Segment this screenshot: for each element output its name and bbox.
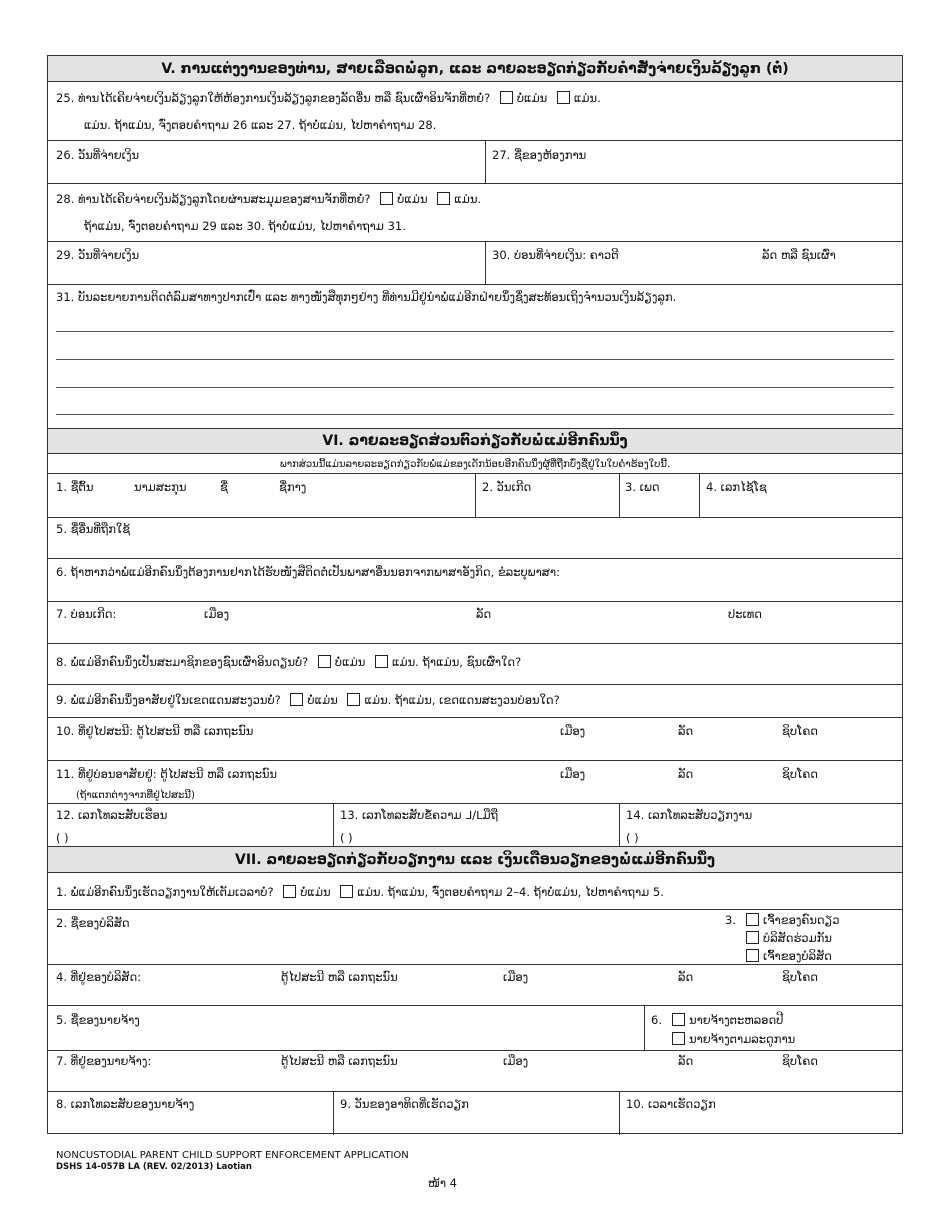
reservation-label: 9. ພໍ່ແມ່ອີກຄົນນຶ່ງອາສັຍຢູ່ໃນເຂດແດນສະງວນບໍ່?: [56, 693, 281, 707]
q31-answer-line[interactable]: [56, 414, 894, 415]
birthplace-field[interactable]: 7. ບ່ອນເກີດ:: [56, 607, 117, 621]
q31-answer-line[interactable]: [56, 387, 894, 388]
cell-phone-field[interactable]: ( ): [340, 831, 353, 845]
reservation-no-label: ບໍ່ແມ່ນ: [307, 693, 338, 707]
home-phone-field[interactable]: ( ): [56, 831, 69, 845]
ssn-field[interactable]: 4. ເລກໄຊ້ໂຊ: [706, 480, 767, 494]
other-names-field[interactable]: 5. ຊື່ອື່ນທີ່ຖືກໃຊ້: [56, 522, 131, 536]
residential-address-field[interactable]: 11. ທີ່ຢູ່ບ່ອນອາສັຍຢູ່: ຕູ້ໄປສະນີ ຫລື ເລກຖະນົນ: [56, 767, 278, 781]
residential-address-note: (ຖ້າແຕກຕ່າງຈາກທີ່ຢູ່ໄປສະນີ): [76, 790, 195, 801]
company-address-field[interactable]: 4. ທີ່ຢູ່ຂອງບໍລິສັດ:: [56, 970, 142, 984]
work-phone-field[interactable]: ( ): [626, 831, 639, 845]
business-type-label: 3.: [725, 913, 736, 927]
q31-label: 31. ບັນລະຍາຍການຕິດຕໍ່ລົມສາທາງປາກເປົ່າ ແລະ ທາງໜັງສືທຸກໆຢ່າງ ທີ່ທ່ານມີຢູ່ນຳພໍ່ແມ່ອີກຝ່າຍນຶ່ງຊຶ່ງສະທ້ອນເຖິງຈຳນວນເງິນລ້ຽງລູກ.: [56, 290, 677, 304]
employer-city-label: ເມືອງ: [503, 1054, 529, 1068]
q28-yes-label: ແມ່ນ.: [454, 192, 482, 206]
residential-zip-label: ຊິບໂຄດ: [782, 767, 818, 781]
full-time-yes-label: ແມ່ນ. ຖ້າແມ່ນ, ຈົ່ງຕອບຄໍາຖາມ 2–4. ຖ້າບໍ່ແມ່ນ, ໄປຫາຄໍາຖາມ 5.: [357, 885, 664, 899]
seasonal-label: ນາຍຈ້າງຕາມລະດູການ: [689, 1032, 796, 1046]
company-city-label: ເມືອງ: [503, 970, 529, 984]
section-6-header: [48, 428, 902, 454]
language-field[interactable]: 6. ຖ້າຫາກວ່າພໍ່ແມ່ອີກຄົນນຶ່ງຕ້ອງການຢາກໄດ້ຮັບໜັງສືຕິດຕໍ່ເປັນພາສາອື່ນນອກຈາກພາສາອັງກິດ, ຂໍລະບຸພາສາ:: [56, 565, 560, 579]
full-time-row: [56, 885, 664, 899]
mailing-address-field[interactable]: 10. ທີ່ຢູ່ໄປສະນີ: ຕູ້ໄປສະນີ ຫລື ເລກຖະນົນ: [56, 724, 254, 738]
section-6-subtitle: ພາກສ່ວນນີ້ແມ່ນລາຍລະອຽດກ່ຽວກັບພໍ່ແມ່ຂອງເດັກນ້ອຍອີກຄົນນຶ່ງຜູ້ທີ່ຖືກບົ່ງຊື່ຢູ່ໃນໃບຄໍາຮ້ອງໃບນີ້.: [279, 459, 671, 470]
q30-state-tribe-field[interactable]: ລັດ ຫລື ຊົນເຜົ່າ: [762, 248, 836, 262]
business-type-option: [746, 931, 832, 945]
section-7-header: [48, 846, 902, 873]
tribe-member-yes-checkbox[interactable]: [375, 655, 388, 668]
section-6-title: VI. ລາຍລະອຽດສ່ວນຕົວກ່ຽວກັບພໍ່ແມ່ອີກຄົນນຶ່ງ: [322, 433, 628, 449]
birth-date-field[interactable]: 2. ວັນເກີດ: [482, 480, 532, 494]
q31-answer-line[interactable]: [56, 359, 894, 360]
q25-row: [56, 91, 601, 105]
q28-no-checkbox[interactable]: [380, 192, 393, 205]
q28-row: [56, 192, 481, 206]
employer-type-option: [672, 1032, 795, 1046]
q25-no-checkbox[interactable]: [500, 91, 513, 104]
seasonal-checkbox[interactable]: [672, 1032, 685, 1045]
first-name-field[interactable]: 1. ຊື່ຕົ້ນ: [56, 480, 94, 494]
form-code: DSHS 14-057B LA (REV. 02/2013) Laotian: [56, 1162, 252, 1172]
work-phone-label: 14. ເລກໂທລະສັບວຽກງານ: [626, 808, 753, 822]
employer-address-field[interactable]: 7. ທີ່ຢູ່ຂອງນາຍຈ້າງ:: [56, 1054, 152, 1068]
tribe-member-no-checkbox[interactable]: [318, 655, 331, 668]
last-name-label: ນາມສະກຸນ: [134, 480, 187, 494]
application-form: [47, 55, 903, 1134]
work-hours-field[interactable]: 10. ເວລາເຮັດວຽກ: [626, 1097, 716, 1111]
company-owner-label: ເຈົ້າຂອງບໍລິສັດ: [763, 949, 832, 963]
q31-answer-line[interactable]: [56, 331, 894, 332]
q28-no-label: ບໍ່ແມ່ນ: [397, 192, 428, 206]
reservation-row: [56, 693, 560, 707]
tribe-member-no-label: ບໍ່ແມ່ນ: [334, 655, 366, 669]
mailing-state-label: ລັດ: [678, 724, 694, 738]
reservation-yes-checkbox[interactable]: [347, 693, 360, 706]
q25-yes-checkbox[interactable]: [557, 91, 570, 104]
full-time-label: 1. ພໍ່ແມ່ອີກຄົນນຶ່ງເຮັດວຽກງານໃຫ້ເຕັມເວລາບໍ່?: [56, 885, 274, 899]
q28-label: 28. ທ່ານໄດ້ເຄີຍຈ່າຍເງິນລ້ຽງລູກໂດຍຜ່ານສະມຸມຂອງສານຈັກທີ່ຫຍໍ່?: [56, 192, 371, 206]
birthplace-city-label: ເມືອງ: [204, 607, 230, 621]
q26-date-paid-field[interactable]: 26. ວັນທີ່ຈ່າຍເງິນ: [56, 148, 140, 162]
year-round-label: ນາຍຈ້າງຕະຫລອດປີ: [689, 1013, 784, 1027]
section-7-title: VII. ລາຍລະອຽດກ່ຽວກັບວຽກງານ ແລະ ເງິນເດືອນວຽກຂອງພໍ່ແມ່ອີກຄົນນຶ່ງ: [234, 851, 715, 868]
q30-county-field[interactable]: 30. ບ່ອນທີ່ຈ່າຍເງິນ: ຄາວຕີ: [492, 248, 619, 262]
section-5-header: [48, 56, 902, 82]
business-type-option: [746, 913, 840, 927]
full-time-no-label: ບໍ່ແມ່ນ: [300, 885, 331, 899]
q25-no-label: ບໍ່ແມ່ນ: [516, 91, 548, 105]
birthplace-country-label: ປະເທດ: [728, 607, 763, 621]
employer-phone-field[interactable]: 8. ເລກໂທລະສັບຂອງນາຍຈ້າງ: [56, 1097, 195, 1111]
company-po-label: ຕູ້ໄປສະນີ ຫລື ເລກຖະນົນ: [281, 970, 398, 984]
full-time-no-checkbox[interactable]: [283, 885, 296, 898]
cell-phone-label: 13. ເລກໂທລະສັບຂໍ້ຄວາມ ᒧ/ᒪມືຖື: [340, 808, 499, 822]
sex-field[interactable]: 3. ເພດ: [625, 480, 660, 494]
employer-type-option: [672, 1013, 783, 1027]
page-number: ໜ້າ 4: [428, 1176, 457, 1190]
mailing-city-label: ເມືອງ: [560, 724, 586, 738]
employer-type-label: 6.: [651, 1013, 662, 1027]
employer-state-label: ລັດ: [678, 1054, 694, 1068]
q25-yes-label: ແມ່ນ.: [573, 91, 601, 105]
name-label: ຊື່: [220, 480, 228, 494]
year-round-checkbox[interactable]: [672, 1013, 685, 1026]
q28-instruction: ຖ້າແມ່ນ, ຈົ່ງຕອບຄໍາຖາມ 29 ແລະ 30. ຖ້າບໍ່ແມ່ນ, ໄປຫາຄໍາຖາມ 31.: [84, 219, 406, 233]
q27-office-name-field[interactable]: 27. ຊື່ຂອງຫ້ອງການ: [492, 148, 587, 162]
tribe-member-yes-label: ແມ່ນ. ຖ້າແມ່ນ, ຊົນເຜົ່າໃດ?: [391, 655, 522, 669]
partnership-checkbox[interactable]: [746, 931, 759, 944]
form-title: NONCUSTODIAL PARENT CHILD SUPPORT ENFORCEMENT APPLICATION: [56, 1150, 409, 1161]
business-type-option: [746, 949, 832, 963]
company-name-field[interactable]: 2. ຊື່ຂອງບໍລິສັດ: [56, 916, 130, 930]
section-5-title: V. ການແຕ່ງງານຂອງທ່ານ, ສາຍເລືອດພໍ່ລູກ, ແລະ ລາຍລະອຽດກ່ຽວກັບຄໍາສັ່ງຈ່າຍເງິນລ້ຽງລູກ (ຕໍ່): [161, 60, 789, 77]
sole-owner-label: ເຈົ້າຂອງຄົນດຽວ: [763, 913, 840, 927]
full-time-yes-checkbox[interactable]: [340, 885, 353, 898]
employer-po-label: ຕູ້ໄປສະນີ ຫລື ເລກຖະນົນ: [281, 1054, 398, 1068]
tribe-member-row: [56, 655, 521, 669]
employer-zip-label: ຊິບໂຄດ: [782, 1054, 818, 1068]
q29-date-paid-field[interactable]: 29. ວັນທີ່ຈ່າຍເງິນ: [56, 248, 140, 262]
partnership-label: ບໍລິສັດຮ່ວມກັນ: [763, 931, 832, 945]
company-state-label: ລັດ: [678, 970, 694, 984]
middle-name-label: ຊື່ກາງ: [279, 480, 307, 494]
birthplace-state-label: ລັດ: [476, 607, 492, 621]
work-days-field[interactable]: 9. ວັນຂອງອາທິດທີ່ເຮັດວຽກ: [340, 1097, 469, 1111]
q25-instruction: ແມ່ນ. ຖ້າແມ່ນ, ຈົ່ງຕອບຄໍາຖາມ 26 ແລະ 27. ຖ້າບໍ່ແມ່ນ, ໄປຫາຄໍາຖາມ 28.: [84, 118, 437, 132]
tribe-member-label: 8. ພໍ່ແມ່ອີກຄົນນຶ່ງເປັນສະມາຊິກຂອງຊົນເຜົ່າອິນດຽນບໍ່?: [56, 655, 309, 669]
sole-owner-checkbox[interactable]: [746, 913, 759, 926]
residential-city-label: ເມືອງ: [560, 767, 586, 781]
reservation-yes-label: ແມ່ນ. ຖ້າແມ່ນ, ເຂດແດນສະງວນບ່ອນໃດ?: [364, 693, 560, 707]
residential-state-label: ລັດ: [678, 767, 694, 781]
q28-yes-checkbox[interactable]: [437, 192, 450, 205]
company-zip-label: ຊິບໂຄດ: [782, 970, 818, 984]
home-phone-label: 12. ເລກໂທລະສັບເຮືອນ: [56, 808, 168, 822]
company-owner-checkbox[interactable]: [746, 949, 759, 962]
employer-name-field[interactable]: 5. ຊື່ຂອງນາຍຈ້າງ: [56, 1013, 140, 1027]
mailing-zip-label: ຊິບໂຄດ: [782, 724, 818, 738]
reservation-no-checkbox[interactable]: [290, 693, 303, 706]
q25-label: 25. ທ່ານໄດ້ເຄີຍຈ່າຍເງິນລ້ຽງລູກໃຫ້ຫ້ອງການເງິນລ້ຽງລູກຂອງລັດອື່ນ ຫລື ຊົນເຜົ່າອິນຈັກທີ່ຫຍໍ່?: [56, 91, 491, 105]
